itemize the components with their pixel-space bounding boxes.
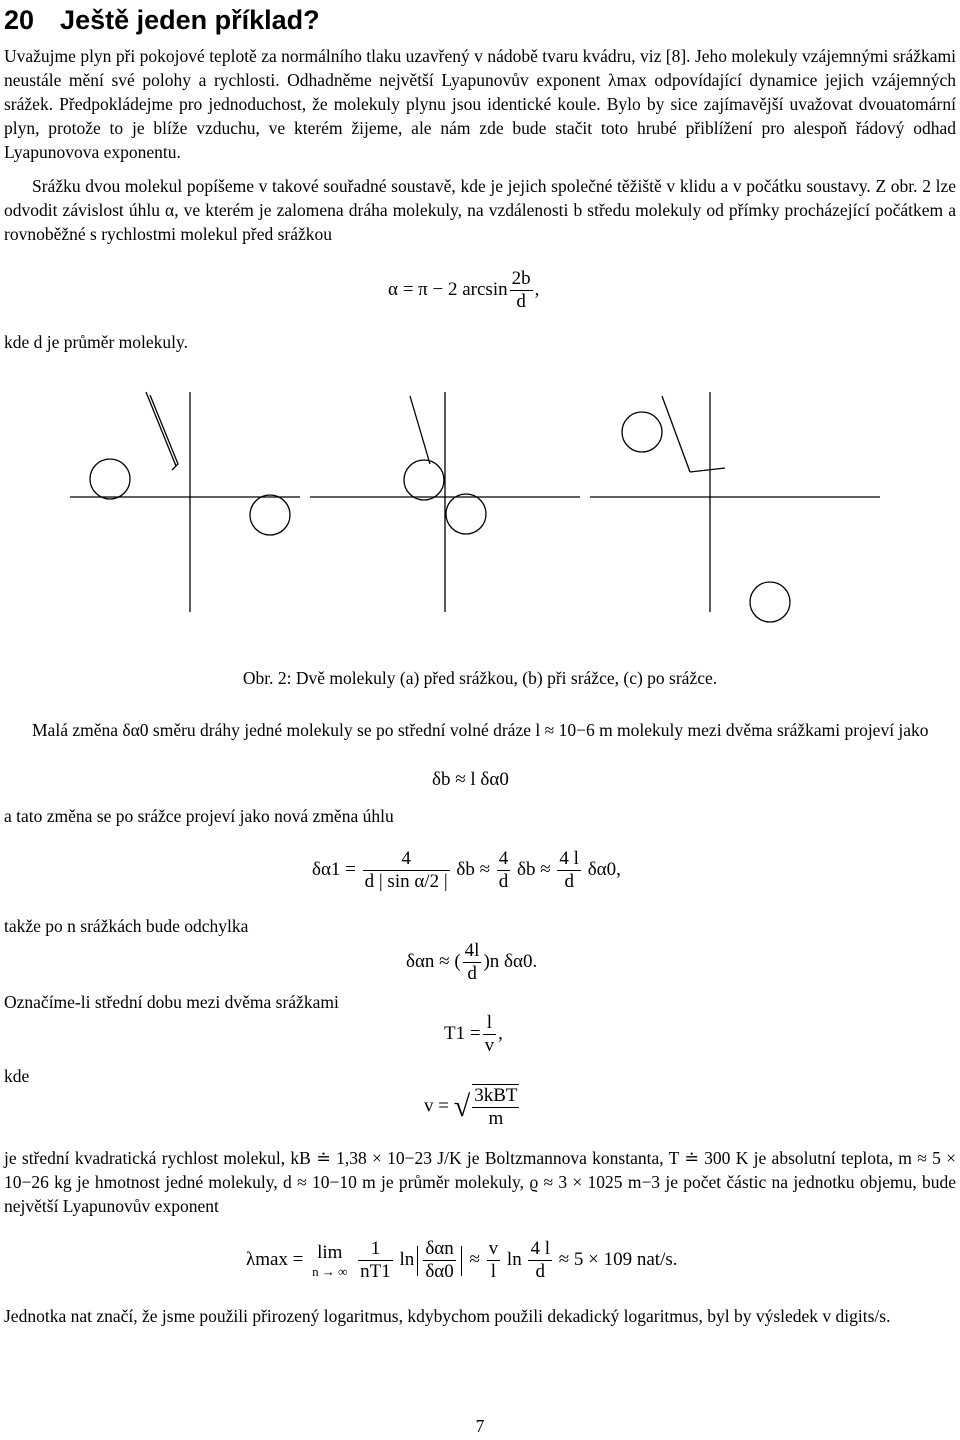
text-tato-zmena: a tato změna se po srážce projeví jako nová změna úhlu — [4, 806, 394, 826]
eq7-f3-num: v — [488, 1238, 499, 1259]
eq4-den: d — [467, 963, 477, 984]
eq-alpha-lhs: α = π − 2 arcsin — [388, 278, 508, 300]
eq7-f1-den: nT1 — [360, 1261, 391, 1282]
equation-v — [424, 1084, 521, 1130]
equation-alpha — [388, 268, 539, 313]
eq5-den: v — [484, 1035, 495, 1056]
eq5-num: l — [483, 1012, 497, 1035]
panel-c-molecule-2 — [750, 582, 790, 622]
paragraph-intro: Uvažujme plyn při pokojové teplotě za normálního tlaku uzavřený v nádobě tvaru kvádru, viz [8]. Jeho molekuly vzájemnými srážkami neustále mění své polohy a rychlosti. Odhadněme největší Lyapunovův exponent λmax odpovídající dynamice jejich vzájemných srážek. Předpokládejme pro jednoduchost, že molekuly plynu jsou identické koule. Bylo by sice zajímavější uvažovat dvouatomární plyn, protože to je blíže vzduchu, ve kterém žijeme, ale nám zde bude stačit toto hrubé přiblížení pro alespoň řádový odhad Lyapunovova exponentu. — [4, 46, 956, 162]
panel-c-molecule-1 — [622, 412, 662, 452]
sqrt-sign: √ — [453, 1090, 471, 1123]
equation-lambda-max — [246, 1238, 678, 1283]
text-takze: takže po n srážkách bude odchylka — [4, 916, 249, 936]
eq4-tail: )n δα0. — [483, 950, 538, 972]
section-title: Ještě jeden příklad? — [60, 5, 320, 35]
panel-a-trajectory-line — [146, 392, 176, 466]
paragraph-small-change: Malá změna δα0 směru dráhy jedné molekuly se po střední volné dráze l ≈ 10−6 m molekuly mezi dvěma srážkami projeví jako — [32, 720, 929, 740]
eq7-f4-num: 4 l — [530, 1238, 550, 1259]
eq5-lhs: T1 = — [444, 1022, 481, 1044]
section-heading — [4, 2, 320, 38]
eq3-f2-num: 4 — [498, 848, 509, 869]
panel-a-molecule-1 — [90, 459, 130, 499]
eq3-f2-den: d — [498, 871, 509, 892]
panel-b-molecule-2 — [446, 494, 486, 534]
eq7-tail: ≈ 5 × 109 nat/s. — [558, 1248, 678, 1270]
eq3-f1-den: d | sin α/2 | — [364, 871, 448, 892]
eq7-lim: lim — [317, 1241, 343, 1263]
eq7-ln: ln — [399, 1248, 415, 1270]
eq-alpha-tail: , — [534, 278, 540, 300]
eq-alpha-num: 2b — [511, 268, 531, 289]
figure-caption: Obr. 2: Dvě molekuly (a) před srážkou, (b) při srážce, (c) po srážce. — [242, 668, 718, 688]
panel-a-molecule-2 — [250, 495, 290, 535]
equation-delta-alpha-n — [406, 940, 537, 985]
panel-c-trajectory-bend — [690, 468, 725, 472]
eq5-tail: , — [498, 1022, 503, 1044]
eq3-f3-num: 4 l — [559, 848, 579, 869]
panel-b-trajectory — [410, 396, 430, 464]
paragraph-collision: Srážku dvou molekul popíšeme v takové souřadné soustavě, kde je jejich společné těžiště v klidu a v počátku soustavy. Z obr. 2 lze odvodit závislost úhlu α, ve kterém je zalomena dráha molekuly, na vzdálenosti b středu molekuly od přímky procházející počátkem a rovnoběžné s rychlostmi molekul před srážkou — [4, 176, 956, 244]
eq4-lhs: δαn ≈ ( — [406, 950, 461, 972]
equation-delta-b: δb ≈ l δα0 — [432, 769, 509, 790]
text-kde: kde — [4, 1066, 30, 1086]
panel-c-trajectory — [662, 396, 690, 472]
paragraph-constants: je střední kvadratická rychlost molekul, kB ≐ 1,38 × 10−23 J/K je Boltzmannova konstanta, T ≐ 300 K je absolutní teplota, m ≈ 5 × 10−26 kg je hmotnost jedné molekuly, d ≈ 10−10 m je průměr molekuly, ϱ ≈ 3 × 1025 m−3 je počet částic na jednotku objemu, bude největší Lyapunovův exponent — [4, 1148, 956, 1216]
eq3-lhs: δα1 = — [312, 858, 356, 880]
equation-delta-alpha1 — [312, 848, 621, 893]
panel-a-trajectory — [150, 395, 178, 470]
eq7-f1-num: 1 — [358, 1238, 393, 1261]
section-number: 20 — [4, 5, 35, 35]
equation-T1 — [444, 1012, 503, 1057]
text-kde-d: kde d je průměr molekuly. — [4, 332, 189, 352]
eq6-den: m — [488, 1108, 504, 1129]
eq7-ln2: ln — [506, 1248, 522, 1270]
figure-collision — [0, 380, 960, 670]
eq7-f4-den: d — [535, 1261, 545, 1282]
paragraph-unit: Jednotka nat značí, že jsme použili přirozený logaritmus, kdybychom použili dekadický logaritmus, byl by výsledek v digits/s. — [4, 1306, 891, 1326]
eq3-mid1: δb ≈ — [456, 858, 491, 880]
abs-bar-left — [417, 1246, 418, 1276]
eq7-lhs: λmax = — [246, 1248, 304, 1270]
eq3-f1-num: 4 — [363, 848, 450, 871]
eq7-approx: ≈ — [469, 1248, 480, 1270]
eq3-tail: δα0, — [587, 858, 621, 880]
eq-alpha-den: d — [516, 291, 526, 312]
eq7-f2-num: δαn — [425, 1238, 454, 1259]
page-number: 7 — [475, 1416, 485, 1436]
eq3-mid2: δb ≈ — [517, 858, 551, 880]
text-oznacime: Označíme-li střední dobu mezi dvěma srážkami — [4, 992, 339, 1012]
eq6-num: 3kBT — [474, 1085, 518, 1106]
eq6-lhs: v = — [424, 1095, 449, 1117]
eq4-num: 4l — [464, 940, 480, 961]
eq3-f3-den: d — [564, 871, 574, 892]
panel-b-molecule-1 — [404, 460, 444, 500]
abs-bar-right — [461, 1246, 462, 1276]
eq7-f3-den: l — [490, 1261, 497, 1282]
eq7-lim-sub: n → ∞ — [312, 1263, 348, 1279]
eq7-f2-den: δα0 — [425, 1261, 454, 1282]
